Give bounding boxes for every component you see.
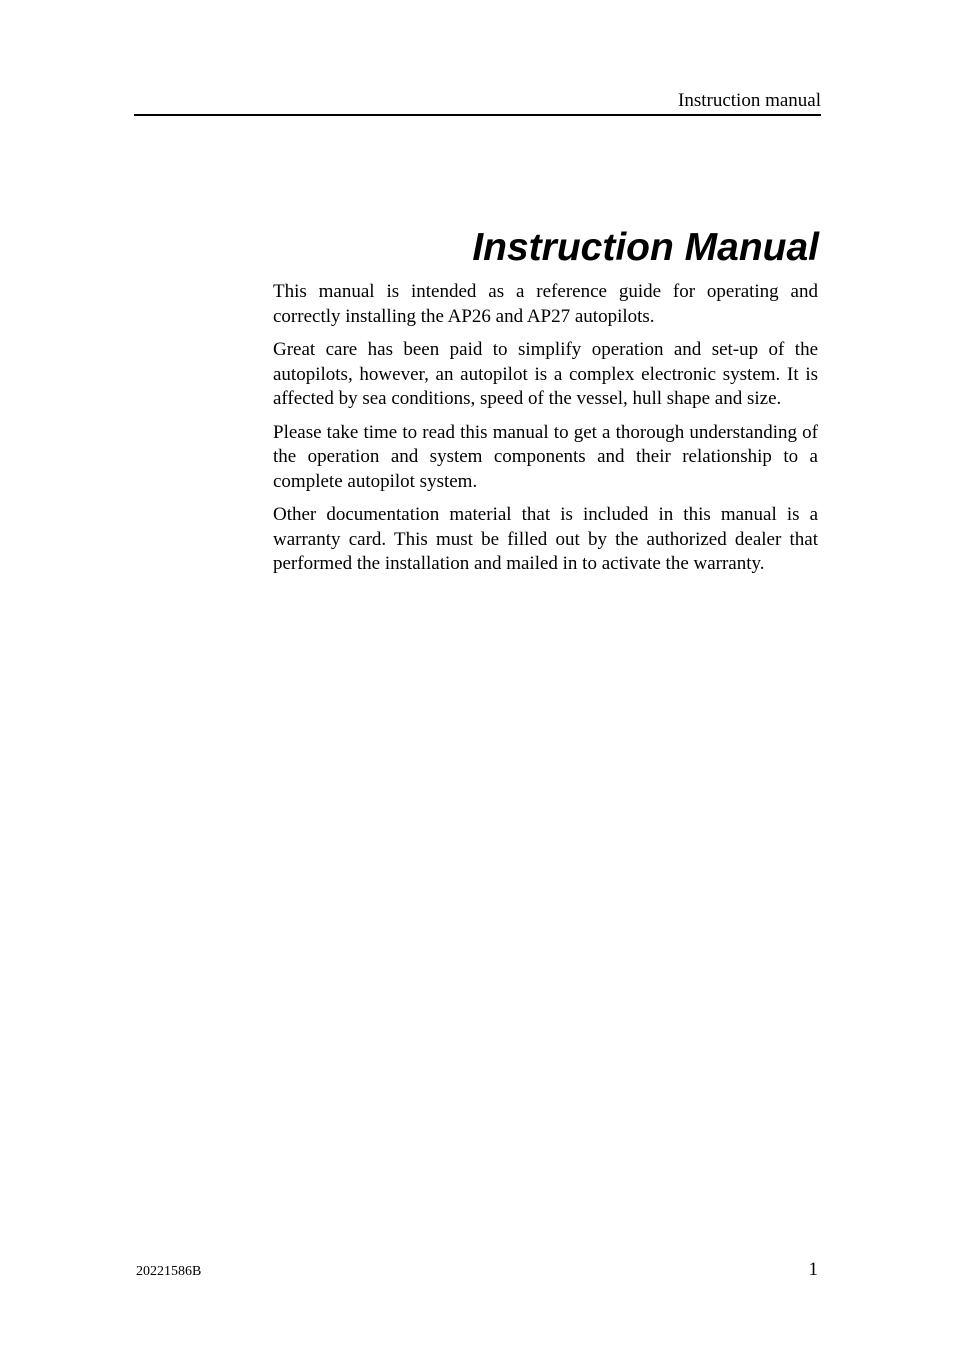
page-number: 1 <box>808 1259 818 1280</box>
header-rule <box>134 114 821 116</box>
paragraph-care: Great care has been paid to simplify operation and set-up of the autopilots, however, an autopilot is a complex electronic system. It is affected by sea conditions, speed of the vessel, hull shape and size. <box>273 339 818 409</box>
paragraph-intro: This manual is intended as a reference guide for operating and correctly installing the AP26 and AP27 autopilots. <box>273 281 818 327</box>
paragraph-warranty: Other documentation material that is included in this manual is a warranty card. This must be filled out by the authorized dealer that performed the installation and mailed in to activate the warranty. <box>273 504 818 574</box>
paragraph-read: Please take time to read this manual to get a thorough understanding of the operation and system components and their relationship to a complete autopilot system. <box>273 421 818 492</box>
document-number: 20221586B <box>136 1264 202 1279</box>
body-text <box>273 280 818 586</box>
page-title: Instruction Manual <box>472 226 819 269</box>
running-header: Instruction manual <box>678 90 821 111</box>
